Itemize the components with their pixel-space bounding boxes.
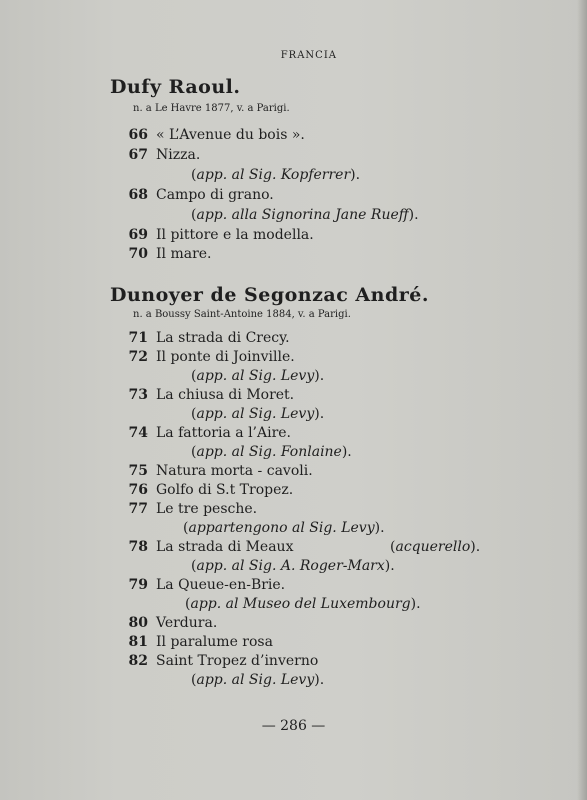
- entry-provenance: (app. al Sig. Levy).: [191, 368, 325, 384]
- entry-number: 80: [128, 615, 148, 631]
- catalogue-entry: [122, 614, 217, 632]
- catalogue-entry: [122, 348, 295, 366]
- entry-provenance: (app. al Sig. Levy).: [191, 672, 325, 688]
- catalogue-entry: [122, 652, 318, 670]
- artist-bio: n. a Le Havre 1877, v. a Parigi.: [133, 103, 290, 114]
- entry-title: Le tre pesche.: [156, 501, 258, 517]
- catalogue-entry: [122, 186, 274, 204]
- catalogue-entry: [122, 146, 200, 164]
- entry-provenance: (app. al Sig. Levy).: [191, 406, 325, 422]
- entry-number: 78: [128, 539, 148, 555]
- artist-name: Dufy Raoul.: [110, 76, 241, 98]
- catalogue-entry: [122, 576, 285, 594]
- entry-title: Saint Tropez d’inverno: [156, 653, 319, 669]
- medium-text: acquerello: [395, 539, 471, 555]
- entry-title: Nizza.: [156, 147, 201, 163]
- catalogue-entry: [122, 226, 314, 244]
- entry-title: Verdura.: [156, 615, 218, 631]
- entry-number: 82: [128, 653, 148, 669]
- entry-provenance: (app. al Museo del Luxembourg).: [185, 596, 421, 612]
- catalogue-entry: [122, 126, 305, 144]
- entry-number: 79: [128, 577, 148, 593]
- provenance-text: app. al Sig. A. Roger-Marx: [196, 558, 385, 574]
- running-head: FRANCIA: [280, 50, 337, 61]
- entry-provenance: (app. al Sig. A. Roger-Marx).: [191, 558, 395, 574]
- page-edge-shadow: [577, 0, 587, 800]
- entry-number: 81: [128, 634, 148, 650]
- entry-title: Natura morta - cavoli.: [156, 463, 313, 479]
- entry-title: Campo di grano.: [156, 187, 274, 203]
- entry-title: La Queue-en-Brie.: [156, 577, 286, 593]
- entry-title: « L’Avenue du bois ».: [156, 127, 305, 143]
- entry-title: La strada di Crecy.: [156, 330, 290, 346]
- entry-title: La chiusa di Moret.: [156, 387, 295, 403]
- artist-name: Dunoyer de Segonzac André.: [110, 284, 429, 306]
- provenance-text: app. al Sig. Levy: [196, 406, 315, 422]
- catalogue-entry: [122, 633, 273, 651]
- entry-number: 77: [128, 501, 148, 517]
- entry-provenance: (appartengono al Sig. Levy).: [183, 520, 385, 536]
- entry-number: 67: [128, 147, 148, 163]
- catalogue-entry: [122, 538, 293, 556]
- entry-number: 76: [128, 482, 148, 498]
- provenance-text: app. al Sig. Levy: [196, 672, 315, 688]
- catalogue-entry: [122, 500, 257, 518]
- provenance-text: app. al Museo del Luxembourg: [190, 596, 411, 612]
- catalogue-entry: [122, 329, 290, 347]
- entry-number: 70: [128, 246, 148, 262]
- catalogue-entry: [122, 245, 212, 263]
- entry-provenance: (app. alla Signorina Jane Rueff).: [191, 207, 419, 223]
- entry-number: 66: [128, 127, 148, 143]
- catalogue-entry: [122, 386, 294, 404]
- page-number: — 286 —: [261, 718, 326, 734]
- provenance-text: app. al Sig. Kopferrer: [196, 167, 351, 183]
- entry-title: La strada di Meaux: [156, 539, 294, 555]
- entry-title: Il paralume rosa: [156, 634, 273, 650]
- entry-provenance: (app. al Sig. Kopferrer).: [191, 167, 361, 183]
- entry-title: Golfo di S.t Tropez.: [156, 482, 294, 498]
- entry-medium: (acquerello).: [390, 539, 481, 555]
- entry-number: 68: [128, 187, 148, 203]
- provenance-text: app. al Sig. Levy: [196, 368, 315, 384]
- entry-provenance: (app. al Sig. Fonlaine).: [191, 444, 352, 460]
- provenance-text: appartengono al Sig. Levy: [188, 520, 375, 536]
- catalogue-entry: [122, 462, 313, 480]
- entry-number: 69: [128, 227, 148, 243]
- entry-number: 75: [128, 463, 148, 479]
- entry-number: 73: [128, 387, 148, 403]
- entry-number: 71: [128, 330, 148, 346]
- entry-number: 74: [128, 425, 148, 441]
- catalogue-entry: [122, 424, 291, 442]
- artist-bio: n. a Boussy Saint-Antoine 1884, v. a Parigi.: [133, 309, 351, 320]
- provenance-text: app. alla Signorina Jane Rueff: [196, 207, 409, 223]
- entry-title: La fattoria a l’Aire.: [156, 425, 292, 441]
- entry-title: Il ponte di Joinville.: [156, 349, 295, 365]
- entry-title: Il mare.: [156, 246, 212, 262]
- entry-title: Il pittore e la modella.: [156, 227, 314, 243]
- catalogue-entry: [122, 481, 293, 499]
- provenance-text: app. al Sig. Fonlaine: [196, 444, 342, 460]
- entry-number: 72: [128, 349, 148, 365]
